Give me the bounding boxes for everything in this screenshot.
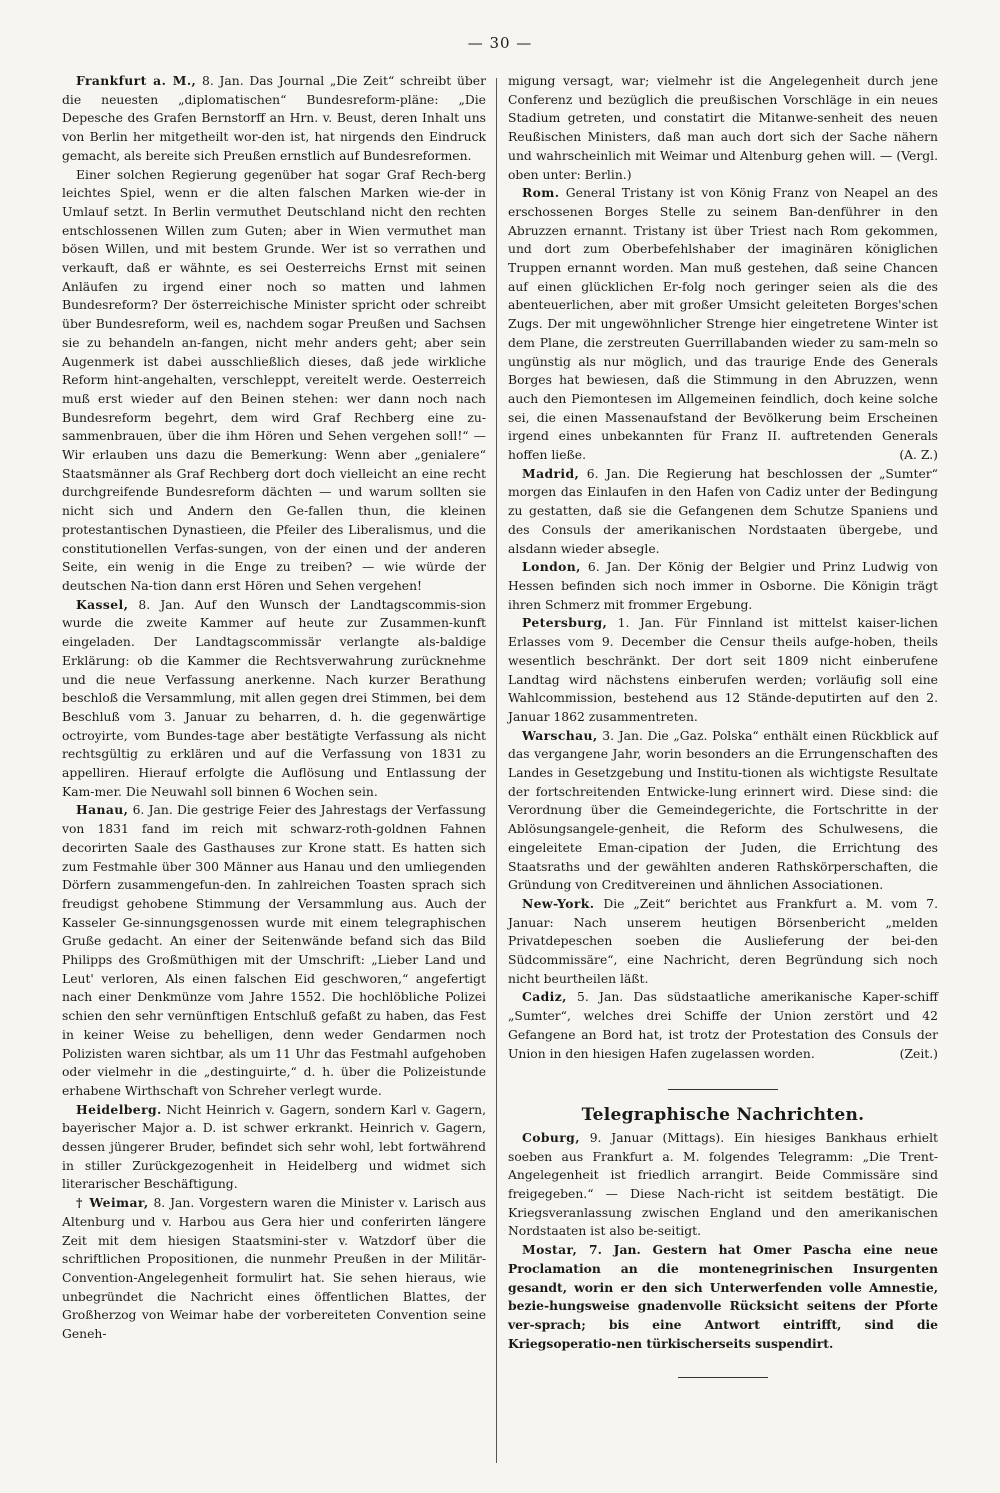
dateline-place: Warschau, <box>522 727 598 743</box>
article-text: 3. Jan. Die „Gaz. Polska“ enthält einen Rückblick auf das vergangene Jahr, worin besonders an die Errungenschaften des Landes in Gesetzgebung und Institu-tionen als wichtigste Resultate der fortschreitenden Entwicke-lung erinnert wird. Diese sind: die Verordnung über die Gemeindegerichte, die Fortschritte in der Ablösungsangele-genheit, die Reform des Schulwesens, die eingeleitete Eman-cipation der Juden, die Errichtung des Staatsraths und der gewählten anderen Rathskörperschaften, die Gründung von Creditvereinen und ähnlichen Associationen. <box>508 728 938 893</box>
source-signoff: (Zeit.) <box>899 1046 938 1061</box>
article-madrid <box>508 465 938 559</box>
telegram-coburg <box>508 1129 938 1241</box>
left-column <box>62 72 486 1344</box>
article-weimar-continued <box>508 72 938 184</box>
article-text: 8. Jan. Vorgestern waren die Minister v. Larisch aus Altenburg und v. Harbou aus Gera hier und conferirten längere Zeit mit dem hiesigen Staatsmini-ster v. Watzdorf über die schriftlichen Propositionen, die nunmehr Preußen in der Militär-Convention-Angelegenheit formulirt hat. Sie sehen hieraus, wie unbegründet die Nachricht eines öffentlichen Blattes, der Großherzog von Weimar habe der vorbereiteten Convention seine Geneh- <box>62 1196 486 1342</box>
article-text: 8. Jan. Auf den Wunsch der Landtagscommis-sion wurde die zweite Kammer auf heute zur Zusammen-kunft eingeladen. Der Landtagscommissär verlangte als-baldige Erklärung: ob die Kammer die Rechtsverwahrung zurücknehme und die neue Verfassung anerkenne. Nach kurzer Berathung beschloß die Versammlung, mit allen gegen drei Stimmen, bei dem Beschluß vom 3. Januar zu beharren, d. h. die gegenwärtige octroyirte, vom Bundes-tage aber bestätigte Verfassung als nicht rechtsgültig zu erklären und auf die Verfassung von 1831 zu appelliren. Hierauf erfolgte die Auflösung und Entlassung der Kam-mer. Die Neuwahl soll binnen 6 Wochen sein. <box>62 597 486 799</box>
article-rom <box>508 184 938 465</box>
dateline-place: Coburg, <box>522 1129 580 1145</box>
article-warschau <box>508 727 938 895</box>
dateline-place: Madrid, <box>522 465 580 481</box>
dateline-place: Frankfurt a. M., <box>76 73 197 88</box>
article-kassel <box>62 596 486 802</box>
source-signoff: (A. Z.) <box>899 448 938 463</box>
article-hanau <box>62 801 486 1100</box>
dateline-place: Heidelberg. <box>76 1101 162 1117</box>
dateline-place: Petersburg, <box>522 615 608 631</box>
telegram-mostar <box>508 1241 938 1353</box>
dateline-place: Rom. <box>522 185 560 201</box>
article-text: 5. Jan. Das südstaatliche amerikanische Kaper-schiff „Sumter“, welches drei Schiffe der Union zerstört und 42 Gefangene an Bord hat, ist trotz der Protestation des Consuls der Union in den hiesigen Hafen zugelassen worden. <box>508 990 938 1061</box>
article-frankfurt-continued <box>62 166 486 596</box>
end-divider <box>678 1377 768 1378</box>
article-frankfurt <box>62 72 486 166</box>
article-text: General Tristany ist von König Franz von Neapel an des erschossenen Borges Stelle zu seinem Ban-denführer in den Abruzzen ernannt. Tristany ist über Triest nach Rom gekommen, und dort zum Oberbefehlshaber der imaginären königlichen Truppen ernannt worden. Man muß gestehen, daß seine Chancen auf einen glücklichen Er-folg noch geringer seien als die des abenteuerlichen, aber mit großer Umsicht geleiteten Borges'schen Zugs. Der mit ungewöhnlicher Strenge hier eingetretene Winter ist dem Plane, die zerstreuten Guerrillabanden wieder zu sam-meln so ungünstig als nur möglich, und das traurige Ende des Generals Borges hat bewiesen, daß die Stimmung in den Abruzzen, wenn auch den Piemontesen im Allgemeinen feindlich, doch keine solche sei, die einen Massenaufstand der Bevölkerung beim Erscheinen irgend eines unbekannten für Franz II. auftretenden Generals hoffen ließe. <box>508 186 938 463</box>
article-text: 6. Jan. Die Regierung hat beschlossen der „Sumter“ morgen das Einlaufen in den Hafen von Cadiz unter der Bedingung zu gestatten, daß sie die Gefangenen dem Schutze Spaniens und des Consuls der amerikanischen Nordstaaten übergebe, und alsdann wieder absegle. <box>508 466 938 556</box>
article-london <box>508 558 938 614</box>
article-text: 6. Jan. Der König der Belgier und Prinz Ludwig von Hessen befinden sich noch immer in Osborne. Die Königin trägt ihren Schmerz mit frommer Ergebung. <box>508 560 938 612</box>
dateline-place: † Weimar, <box>76 1195 149 1211</box>
article-text: 6. Jan. Die gestrige Feier des Jahrestags der Verfassung von 1831 fand im reich mit schwarz-roth-goldnen Fahnen decorirten Saale des Gasthauses zur Krone statt. Es hatten sich zum Festmahle über 300 Männer aus Hanau und den umliegenden Dörfern zusammengefun-den. In zahlreichen Toasten sprach sich freudigst gehobene Stimmung der Versammlung aus. Auch der Kasseler Ge-sinnungsgenossen wurde mit einem telegraphischen Gruße gedacht. An einer der Seitenwände befand sich das Bild Philipps des Großmüthigen mit der Umschrift: „Lieber Land und Leut' verloren, Als einen falschen Eid geschworen,“ angefertigt nach einer Denkmünze vom Jahre 1552. Die hochlöbliche Polizei schien den sehr vernünftigen Entschluß gefaßt zu haben, das Fest in keiner Weise zu behelligen, denn weder Gendarmen noch Polizisten waren sichtbar, als um 11 Uhr das Festmahl aufgehoben oder vielmehr in die „destinguirte,“ d. h. über die Polizeistunde erhabene Wirthschaft von Schreher verlegt wurde. <box>62 803 486 1098</box>
article-text: Nicht Heinrich v. Gagern, sondern Karl v. Gagern, bayerischer Major a. D. ist schwer erkrankt. Heinrich v. Gagern, dessen jüngerer Bruder, befindet sich sehr wohl, lebt fortwährend in stiller Zurückgezogenheit in Heidelberg und widmet sich literarischer Beschäftigung. <box>62 1102 486 1192</box>
article-text: 8. Jan. Das Journal „Die Zeit“ schreibt über die neuesten „diplomatischen“ Bundesreform-pläne: „Die Depesche des Grafen Bernstorff an Hrn. v. Beust, deren Inhalt uns von Berlin her mitgetheilt wor-den ist, hat nirgends den Eindruck gemacht, als bereite sich Preußen ernstlich auf Bundesreformen. <box>62 74 487 163</box>
article-weimar <box>62 1194 486 1344</box>
article-text: Einer solchen Regierung gegenüber hat sogar Graf Rech-berg leichtes Spiel, wenn er die alten falschen Marken wie-der in Umlauf setzt. In Berlin vermuthet Deutschland nicht den rechten entschlossenen Willen zum Guten; aber in Wien vermuthet man bösen Willen, und mit bestem Grunde. Wer ist so verrathen und verkauft, daß er wähnte, es sei Oesterreichs Ernst mit seinen Anläufen zu irgend einer noch so matten und lahmen Bundesreform? Der österreichische Minister spricht oder schreibt über Bundesreform, weil es, nachdem sogar Preußen und Sachsen sie zu behandeln an-fangen, nicht mehr anders geht; aber sein Augenmerk ist dabei ausschließlich dieses, daß jede wirkliche Reform hint-angehalten, verschleppt, vereitelt werde. Oesterreich muß erst wieder auf den Beinen stehen: wer dann noch nach Bundesreform begehrt, dem wird Graf Rechberg eine zu-sammenbrauen, über die ihm Hören und Sehen vergehen soll!“ — Wir erlauben uns dazu die Bemerkung: Wenn aber „genialere“ Staatsmänner als Graf Rechberg dort doch vielleicht an eine recht durchgreifende Bundesreform dächten — und warum sollten sie nicht sich und Andern den Ge-fallen thun, die kleinen protestantischen Dynastieen, die Pfeiler des Liberalismus, und die constitutionellen Verfas-sungen, von der einen und der anderen Seite, ein wenig in die Enge zu treiben? — wie würde der deutschen Na-tion dann erst Hören und Sehen vergehen! <box>62 167 486 593</box>
article-new-york <box>508 895 938 989</box>
article-cadiz <box>508 988 938 1063</box>
article-text: Die „Zeit“ berichtet aus Frankfurt a. M. vom 7. Januar: Nach unserem heutigen Börsenbericht „melden Privatdepeschen soeben die Auslieferung der bei-den Südcommissäre“, eine Nachricht, deren Begründung sich noch nicht beurtheilen läßt. <box>508 896 938 986</box>
telegram-text: 9. Januar (Mittags). Ein hiesiges Bankhaus erhielt soeben aus Frankfurt a. M. folgendes Telegramm: „Die Trent-Angelegenheit ist friedlich arrangirt. Beide Commissäre sind freigegeben.“ — Diese Nach-richt ist seitdem bestätigt. Die Kriegsveranlassung zwischen England und den amerikanischen Nordstaaten ist also be-seitigt. <box>508 1130 938 1239</box>
page-number: — 30 — <box>467 34 533 52</box>
article-text: migung versagt, war; vielmehr ist die Angelegenheit durch jene Conferenz und bezüglich die preußischen Vorschläge in ein neues Stadium getreten, und constatirt die Mitanwe-senheit des neuen Reußischen Ministers, daß man auch dort sich der Sache nähern und wahrscheinlich mit Weimar und Altenburg gehen will. — (Vergl. oben unter: Berlin.) <box>508 74 938 182</box>
article-text: 1. Jan. Für Finnland ist mittelst kaiser-lichen Erlasses vom 9. December die Censur theils aufge-hoben, theils wesentlich beschränkt. Der dort seit 1809 nicht einberufene Landtag wird nächstens einberufen werden; vorläufig soll eine Wahlcommission, bestehend aus 12 Stände-deputirten auf den 2. Januar 1862 zusammentreten. <box>508 616 938 724</box>
article-heidelberg <box>62 1101 486 1195</box>
telegraph-heading: Telegraphische Nachrichten. <box>581 1105 865 1126</box>
column-divider <box>496 78 497 1463</box>
dateline-place: Cadiz, <box>522 989 567 1005</box>
dateline-place: Hanau, <box>76 802 129 818</box>
right-column <box>508 72 938 1378</box>
dateline-place: Kassel, <box>76 596 129 612</box>
telegram-text: 7. Jan. Gestern hat Omer Pascha eine neue Proclamation an die montenegrinischen Insurgenten gesandt, worin er den sich Unterwerfenden volle Amnestie, bezie-hungsweise gnadenvolle Rücksicht seitens der Pforte ver-sprach; bis eine Antwort eintrifft, sind die Kriegsoperatio-nen türkischerseits suspendirt. <box>508 1242 938 1351</box>
dateline-place: London, <box>522 559 581 575</box>
article-petersburg <box>508 614 938 726</box>
dateline-place: New-York. <box>522 895 595 911</box>
dateline-place: Mostar, <box>522 1242 578 1258</box>
section-divider <box>668 1089 778 1090</box>
